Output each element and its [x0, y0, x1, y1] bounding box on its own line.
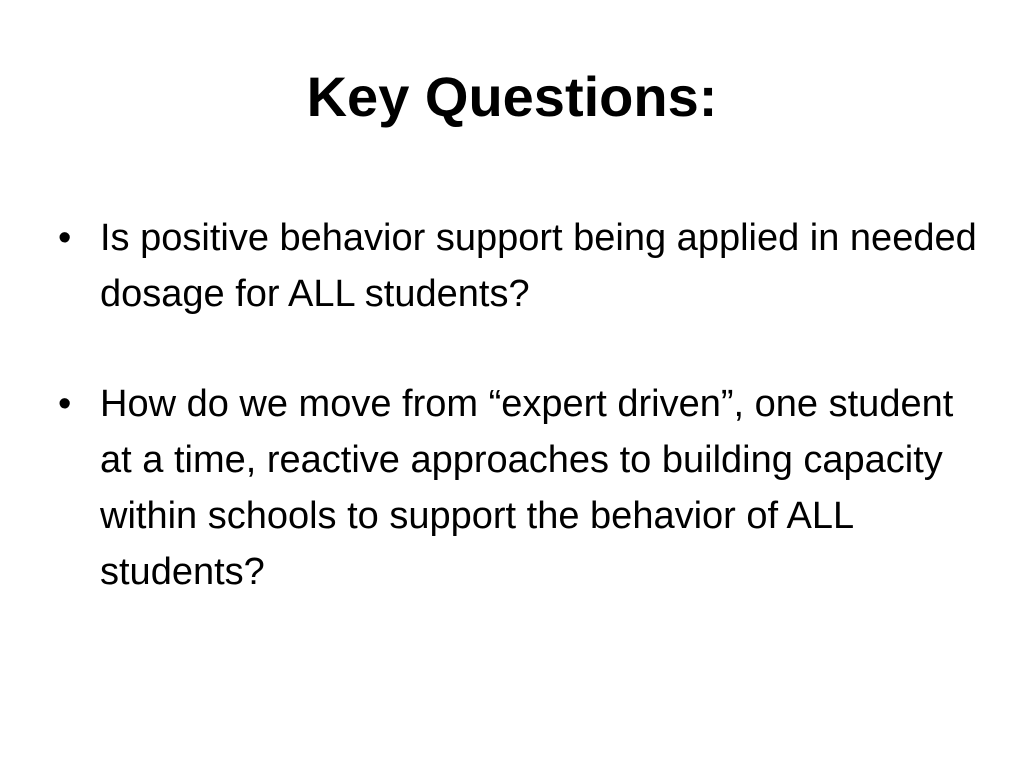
bullet-text-2: How do we move from “expert driven”, one student at a time, reactive approaches to building capacity within schools to support the behavior of ALL students? [100, 383, 954, 593]
bullet-dot-icon: • [58, 217, 72, 259]
bullet-list [58, 210, 988, 654]
slide-title: Key Questions: [306, 65, 718, 128]
bullet-dot-icon: • [58, 383, 72, 425]
bullet-item-2 [58, 376, 988, 600]
bullet-text-1: Is positive behavior support being applied in needed dosage for ALL students? [100, 217, 977, 315]
bullet-item-1 [58, 210, 988, 322]
